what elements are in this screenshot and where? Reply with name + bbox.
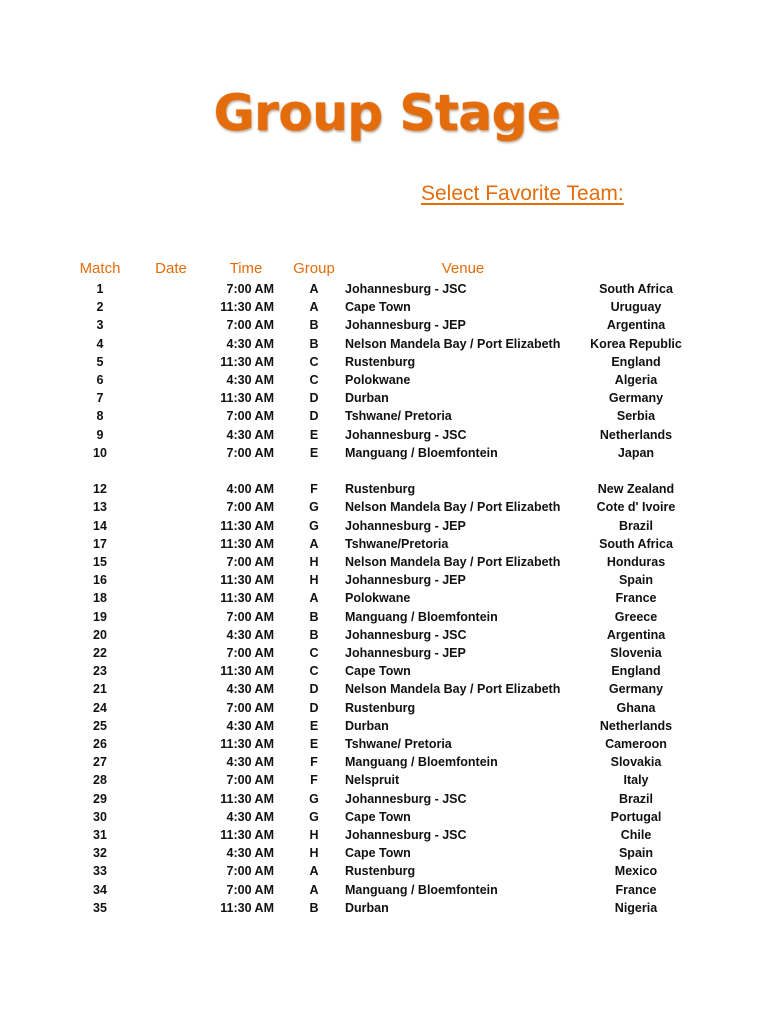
table-row — [0, 537, 768, 555]
group-cell: G — [309, 809, 319, 824]
table-row — [0, 737, 768, 755]
table-row — [0, 482, 768, 500]
table-row — [0, 500, 768, 518]
group-cell: C — [309, 373, 319, 387]
time-cell: 4:30 AM — [226, 373, 274, 387]
group-cell: H — [309, 573, 319, 588]
table-row — [0, 628, 768, 646]
group-cell: D — [309, 700, 319, 715]
team-cell: Cote d' Ivoire — [596, 500, 676, 515]
team-cell: Cameroon — [605, 737, 667, 751]
match-cell: 23 — [93, 664, 107, 679]
match-cell: 2 — [96, 300, 104, 315]
match-cell: 1 — [96, 282, 104, 296]
venue-cell: Manguang / Bloemfontein — [345, 755, 498, 770]
match-cell: 32 — [93, 846, 107, 861]
header-time: Time — [229, 260, 263, 277]
match-cell: 8 — [96, 409, 104, 424]
venue-cell: Tshwane/ Pretoria — [345, 409, 452, 424]
header-match: Match — [79, 260, 121, 277]
time-cell: 11:30 AM — [220, 300, 274, 315]
table-row — [0, 846, 768, 864]
venue-cell: Cape Town — [345, 809, 411, 824]
table-row — [0, 555, 768, 573]
time-cell: 4:30 AM — [226, 718, 274, 733]
match-cell: 12 — [93, 482, 107, 497]
venue-cell: Durban — [345, 718, 389, 733]
venue-cell: Polokwane — [345, 591, 411, 606]
team-cell: England — [611, 664, 661, 679]
venue-cell: Tshwane/ Pretoria — [345, 737, 452, 751]
team-cell: Ghana — [616, 700, 656, 715]
group-cell: B — [309, 336, 319, 351]
team-cell: Germany — [608, 391, 664, 406]
time-cell: 7:00 AM — [226, 609, 274, 624]
venue-cell: Johannesburg - JSC — [345, 282, 467, 296]
table-row — [0, 573, 768, 591]
group-cell: H — [309, 846, 319, 861]
team-cell: Algeria — [614, 373, 658, 387]
time-cell: 4:30 AM — [226, 682, 274, 697]
time-cell: 11:30 AM — [220, 518, 274, 533]
match-cell: 28 — [93, 773, 107, 788]
team-cell: Germany — [608, 682, 664, 697]
team-cell: England — [611, 354, 661, 369]
table-row — [0, 664, 768, 682]
venue-cell: Nelson Mandela Bay / Port Elizabeth — [345, 682, 561, 697]
time-cell: 11:30 AM — [220, 354, 274, 369]
select-favorite-team-link[interactable]: Select Favorite Team: — [421, 182, 624, 205]
group-cell: F — [310, 482, 318, 497]
group-cell: A — [309, 882, 319, 897]
time-cell: 11:30 AM — [220, 828, 274, 842]
header-group: Group — [293, 260, 335, 277]
team-cell: France — [615, 882, 657, 897]
time-cell: 7:00 AM — [226, 646, 274, 660]
time-cell: 7:00 AM — [226, 700, 274, 715]
table-row — [0, 883, 768, 901]
group-cell: A — [309, 282, 319, 296]
table-row — [0, 864, 768, 882]
time-cell: 7:00 AM — [226, 555, 274, 569]
match-cell: 35 — [93, 900, 107, 915]
time-cell: 4:30 AM — [226, 627, 274, 642]
page-title: Group Stage — [213, 84, 561, 142]
group-cell: B — [309, 900, 319, 915]
venue-cell: Polokwane — [345, 373, 411, 387]
match-cell: 21 — [93, 682, 107, 697]
table-row — [0, 519, 768, 537]
match-cell: 7 — [96, 391, 104, 406]
match-cell: 33 — [93, 864, 107, 879]
time-cell: 4:30 AM — [226, 809, 274, 824]
time-cell: 4:30 AM — [226, 427, 274, 442]
group-cell: H — [309, 828, 319, 842]
table-row — [0, 373, 768, 391]
team-cell: Spain — [618, 573, 654, 588]
team-cell: Greece — [614, 609, 658, 624]
table-row — [0, 591, 768, 609]
table-row — [0, 337, 768, 355]
table-row — [0, 610, 768, 628]
match-cell: 5 — [96, 354, 104, 369]
team-cell: South Africa — [599, 536, 673, 551]
team-cell: Brazil — [618, 518, 654, 533]
time-cell: 4:30 AM — [226, 336, 274, 351]
venue-cell: Johannesburg - JEP — [345, 646, 466, 660]
table-row — [0, 446, 768, 464]
venue-cell: Johannesburg - JSC — [345, 791, 467, 806]
table-row — [0, 391, 768, 409]
venue-cell: Johannesburg - JEP — [345, 318, 466, 333]
time-cell: 11:30 AM — [220, 664, 274, 679]
group-cell: E — [309, 427, 319, 442]
group-cell: F — [310, 755, 318, 770]
table-row — [0, 646, 768, 664]
header-venue: Venue — [441, 260, 485, 277]
venue-cell: Rustenburg — [345, 700, 416, 715]
time-cell: 7:00 AM — [226, 882, 274, 897]
group-cell: G — [309, 500, 319, 515]
match-cell: 22 — [93, 646, 107, 660]
group-cell: C — [309, 646, 319, 660]
group-cell: A — [309, 591, 319, 606]
team-cell: Slovenia — [610, 646, 662, 660]
time-cell: 11:30 AM — [220, 900, 274, 915]
table-row — [0, 355, 768, 373]
match-cell: 29 — [93, 791, 107, 806]
team-cell: Brazil — [618, 791, 654, 806]
venue-cell: Cape Town — [345, 846, 411, 861]
time-cell: 7:00 AM — [226, 445, 274, 460]
time-cell: 11:30 AM — [220, 791, 274, 806]
venue-cell: Johannesburg - JEP — [345, 573, 466, 588]
venue-cell: Nelson Mandela Bay / Port Elizabeth — [345, 336, 561, 351]
team-cell: Nigeria — [614, 900, 658, 915]
team-cell: Portugal — [610, 809, 662, 824]
team-cell: France — [615, 591, 657, 606]
team-cell: New Zealand — [597, 482, 675, 497]
group-cell: E — [309, 445, 319, 460]
team-cell: Mexico — [614, 864, 658, 879]
match-cell: 17 — [93, 536, 107, 551]
time-cell: 7:00 AM — [226, 500, 274, 515]
match-cell: 16 — [93, 573, 107, 588]
group-cell: A — [309, 536, 319, 551]
match-cell: 13 — [93, 500, 107, 515]
table-row — [0, 901, 768, 919]
team-cell: Netherlands — [599, 718, 673, 733]
group-cell: F — [310, 773, 318, 788]
match-cell: 4 — [96, 336, 104, 351]
group-cell: A — [309, 864, 319, 879]
group-cell: D — [309, 409, 319, 424]
group-cell: C — [309, 664, 319, 679]
venue-cell: Nelspruit — [345, 773, 400, 788]
time-cell: 7:00 AM — [226, 773, 274, 788]
venue-cell: Rustenburg — [345, 864, 416, 879]
group-cell: C — [309, 354, 319, 369]
team-cell: Uruguay — [610, 300, 662, 315]
table-header — [0, 260, 768, 280]
venue-cell: Johannesburg - JEP — [345, 518, 466, 533]
match-cell: 27 — [93, 755, 107, 770]
table-row — [0, 409, 768, 427]
match-cell: 26 — [93, 737, 107, 751]
match-cell: 25 — [93, 718, 107, 733]
group-cell: A — [309, 300, 319, 315]
team-cell: Korea Republic — [590, 336, 682, 351]
time-cell: 7:00 AM — [226, 282, 274, 296]
venue-cell: Tshwane/Pretoria — [345, 536, 449, 551]
venue-cell: Rustenburg — [345, 354, 416, 369]
venue-cell: Nelson Mandela Bay / Port Elizabeth — [345, 500, 561, 515]
venue-cell: Nelson Mandela Bay / Port Elizabeth — [345, 555, 561, 569]
group-cell: E — [309, 718, 319, 733]
match-cell: 9 — [96, 427, 104, 442]
match-cell: 31 — [93, 828, 107, 842]
group-cell: E — [309, 737, 319, 751]
header-date: Date — [155, 260, 187, 277]
team-cell: Argentina — [606, 627, 666, 642]
time-cell: 11:30 AM — [220, 591, 274, 606]
match-cell: 14 — [93, 518, 107, 533]
time-cell: 7:00 AM — [226, 864, 274, 879]
time-cell: 4:00 AM — [226, 482, 274, 497]
time-cell: 11:30 AM — [220, 536, 274, 551]
venue-cell: Durban — [345, 391, 389, 406]
venue-cell: Cape Town — [345, 664, 411, 679]
time-cell: 11:30 AM — [220, 573, 274, 588]
venue-cell: Johannesburg - JSC — [345, 828, 467, 842]
table-row — [0, 701, 768, 719]
venue-cell: Cape Town — [345, 300, 411, 315]
group-cell: H — [309, 555, 319, 569]
team-cell: Slovakia — [610, 755, 662, 770]
match-cell: 20 — [93, 627, 107, 642]
venue-cell: Manguang / Bloemfontein — [345, 609, 498, 624]
group-cell: D — [309, 682, 319, 697]
match-cell: 15 — [93, 555, 107, 569]
venue-cell: Johannesburg - JSC — [345, 427, 467, 442]
team-cell: Serbia — [616, 409, 656, 424]
match-cell: 10 — [93, 445, 107, 460]
team-cell: South Africa — [599, 282, 673, 296]
team-cell: Honduras — [606, 555, 666, 569]
time-cell: 7:00 AM — [226, 318, 274, 333]
venue-cell: Johannesburg - JSC — [345, 627, 467, 642]
match-cell: 18 — [93, 591, 107, 606]
team-cell: Chile — [620, 828, 652, 842]
team-cell: Netherlands — [599, 427, 673, 442]
time-cell: 11:30 AM — [220, 737, 274, 751]
table-row — [0, 282, 768, 300]
match-cell: 3 — [96, 318, 104, 333]
group-cell: D — [309, 391, 319, 406]
table-row — [0, 792, 768, 810]
group-cell: B — [309, 609, 319, 624]
time-cell: 4:30 AM — [226, 846, 274, 861]
team-cell: Japan — [617, 445, 655, 460]
group-cell: B — [309, 318, 319, 333]
group-cell: B — [309, 627, 319, 642]
table-row — [0, 682, 768, 700]
match-cell: 24 — [93, 700, 107, 715]
group-cell: G — [309, 518, 319, 533]
venue-cell: Manguang / Bloemfontein — [345, 882, 498, 897]
table-row — [0, 810, 768, 828]
table-row — [0, 428, 768, 446]
table-row — [0, 300, 768, 318]
team-cell: Spain — [618, 846, 654, 861]
venue-cell: Rustenburg — [345, 482, 416, 497]
group-cell: G — [309, 791, 319, 806]
table-row — [0, 773, 768, 791]
match-cell: 30 — [93, 809, 107, 824]
match-cell: 6 — [96, 373, 104, 387]
table-row — [0, 828, 768, 846]
table-row — [0, 318, 768, 336]
team-cell: Argentina — [606, 318, 666, 333]
match-cell: 19 — [93, 609, 107, 624]
time-cell: 7:00 AM — [226, 409, 274, 424]
match-cell: 34 — [93, 882, 107, 897]
venue-cell: Durban — [345, 900, 389, 915]
time-cell: 11:30 AM — [220, 391, 274, 406]
venue-cell: Manguang / Bloemfontein — [345, 445, 498, 460]
team-cell: Italy — [623, 773, 649, 788]
table-row — [0, 755, 768, 773]
time-cell: 4:30 AM — [226, 755, 274, 770]
table-row — [0, 719, 768, 737]
